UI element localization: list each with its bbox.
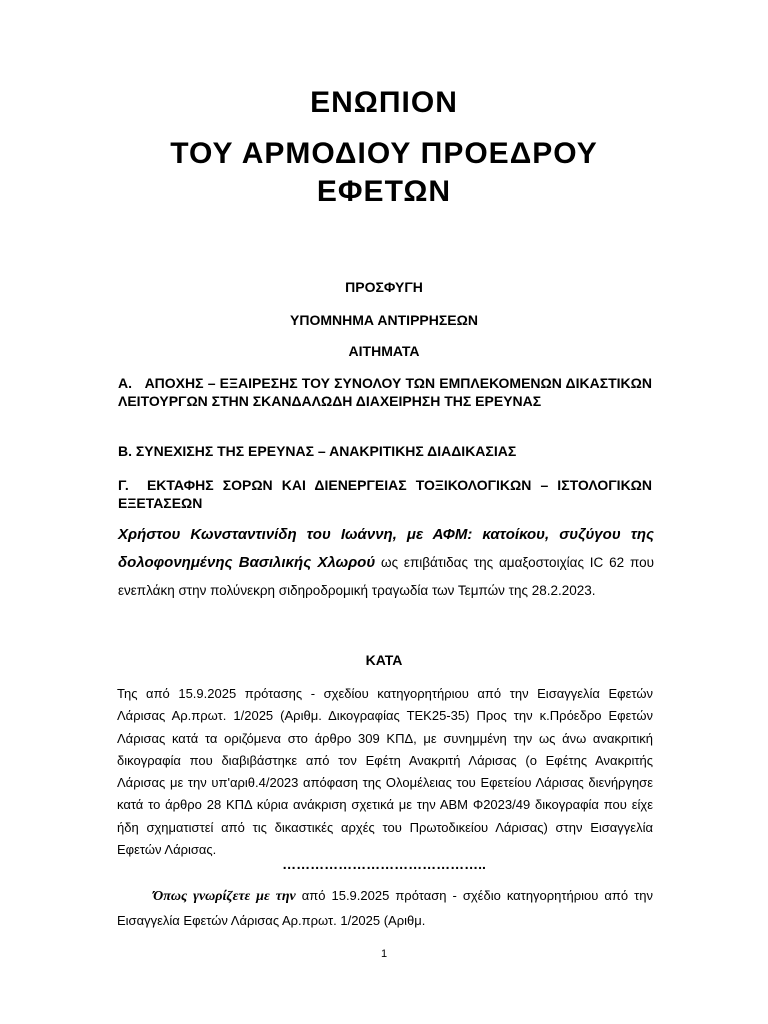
request-c-label: Γ. [118,477,129,493]
requests-subheading: ΑΙΤΗΜΑΤΑ [348,343,420,359]
body-paragraph: Της από 15.9.2025 πρότασης - σχεδίου κατηγορητήριου από την Εισαγγελία Εφετών Λάρισας Αρ.πρωτ. 1/2025 (Αριθμ. Δικογραφίας ΤΕΚ25-35) Προς την κ.Πρόεδρο Εφετών Λάρισας κατά τα οριζόμενα στο άρθρο 309 ΚΠΔ, με συνημμένη την ως άνω ανακριτική δικογραφία που διαβιβάστηκε από τον Εφέτη Ανακριτή Λάρισας (ο Εφέτης Ανακριτής Λάρισας με την υπ'αριθ.4/2023 απόφαση της Ολομέλειας του Εφετείου Λάρισας διενήργησε κατά το άρθρο 28 ΚΠΔ κύρια ανάκριση σχετικά με την ΑΒΜ Φ2023/49 δικογραφία που είχε ήδη σχηματιστεί από τις δικαστικές αρχές του Πρωτοδικείου Λάρισας) στην Εισαγγελία Εφετών Λάρισας. [117,686,653,858]
request-a-text: ΑΠΟΧΗΣ – ΕΞΑΙΡΕΣΗΣ ΤΟΥ ΣΥΝΟΛΟΥ ΤΩΝ ΕΜΠΛΕΚΟΜΕΝΩΝ ΔΙΚΑΣΤΙΚΩΝ ΛΕΙΤΟΥΡΓΩΝ ΣΤΗΝ ΣΚΑΝΔΑΛΩΔΗ ΔΙΑΧΕΙΡΗΣΗ ΤΗΣ ΕΡΕΥΝΑΣ [118,375,653,409]
appeal-subheading: ΠΡΟΣΦΥΓΗ [345,279,423,295]
request-a-label: Α. [118,375,132,391]
closing-emphasis: Όπως γνωρίζετε με την [153,889,296,904]
page-number: 1 [380,948,388,960]
heading-line-2: ΤΟΥ ΑΡΜΟΔΙΟΥ ΠΡΟΕΔΡΟΥ [170,137,598,170]
request-a [118,374,652,410]
party-paragraph [118,521,654,605]
heading-line-1: ΕΝΩΠΙΟΝ [310,86,458,119]
request-c [118,476,652,512]
party-description: ως επιβάτιδας της αμαξοστοιχίας IC 62 που ενεπλάκη στην πολύνεκρη σιδηροδρομική τραγωδία των Τεμπών της 28.2.2023. [118,555,654,598]
request-b [118,442,652,460]
party-name: Χρήστου Κωνσταντινίδη του Ιωάννη, με ΑΦΜ: κατοίκου, συζύγου της δολοφονημένης Βασιλικής Χλωρού [118,526,654,571]
closing-text: από 15.9.2025 πρόταση - σχέδιο κατηγορητήριου από την Εισαγγελία Εφετών Λάρισας Αρ.πρωτ. 1/2025 (Αριθμ. [117,888,654,928]
request-c-text: ΕΚΤΑΦΗΣ ΣΟΡΩΝ ΚΑΙ ΔΙΕΝΕΡΓΕΙΑΣ ΤΟΞΙΚΟΛΟΓΙΚΩΝ – ΙΣΤΟΛΟΓΙΚΩΝ ΕΞΕΤΑΣΕΩΝ [118,477,653,511]
separator: …………………………………….. [282,856,486,872]
memo-subheading: ΥΠΟΜΝΗΜΑ ΑΝΤΙΡΡΗΣΕΩΝ [290,312,478,328]
heading-line-3: ΕΦΕΤΩΝ [316,175,452,208]
request-b-text: ΣΥΝΕΧΙΣΗΣ ΤΗΣ ΕΡΕΥΝΑΣ – ΑΝΑΚΡΙΤΙΚΗΣ ΔΙΑΔΙΚΑΣΙΑΣ [135,443,517,459]
closing-paragraph [117,884,653,933]
against-heading: ΚΑΤΑ [365,652,403,668]
request-b-label: Β. [118,443,132,459]
